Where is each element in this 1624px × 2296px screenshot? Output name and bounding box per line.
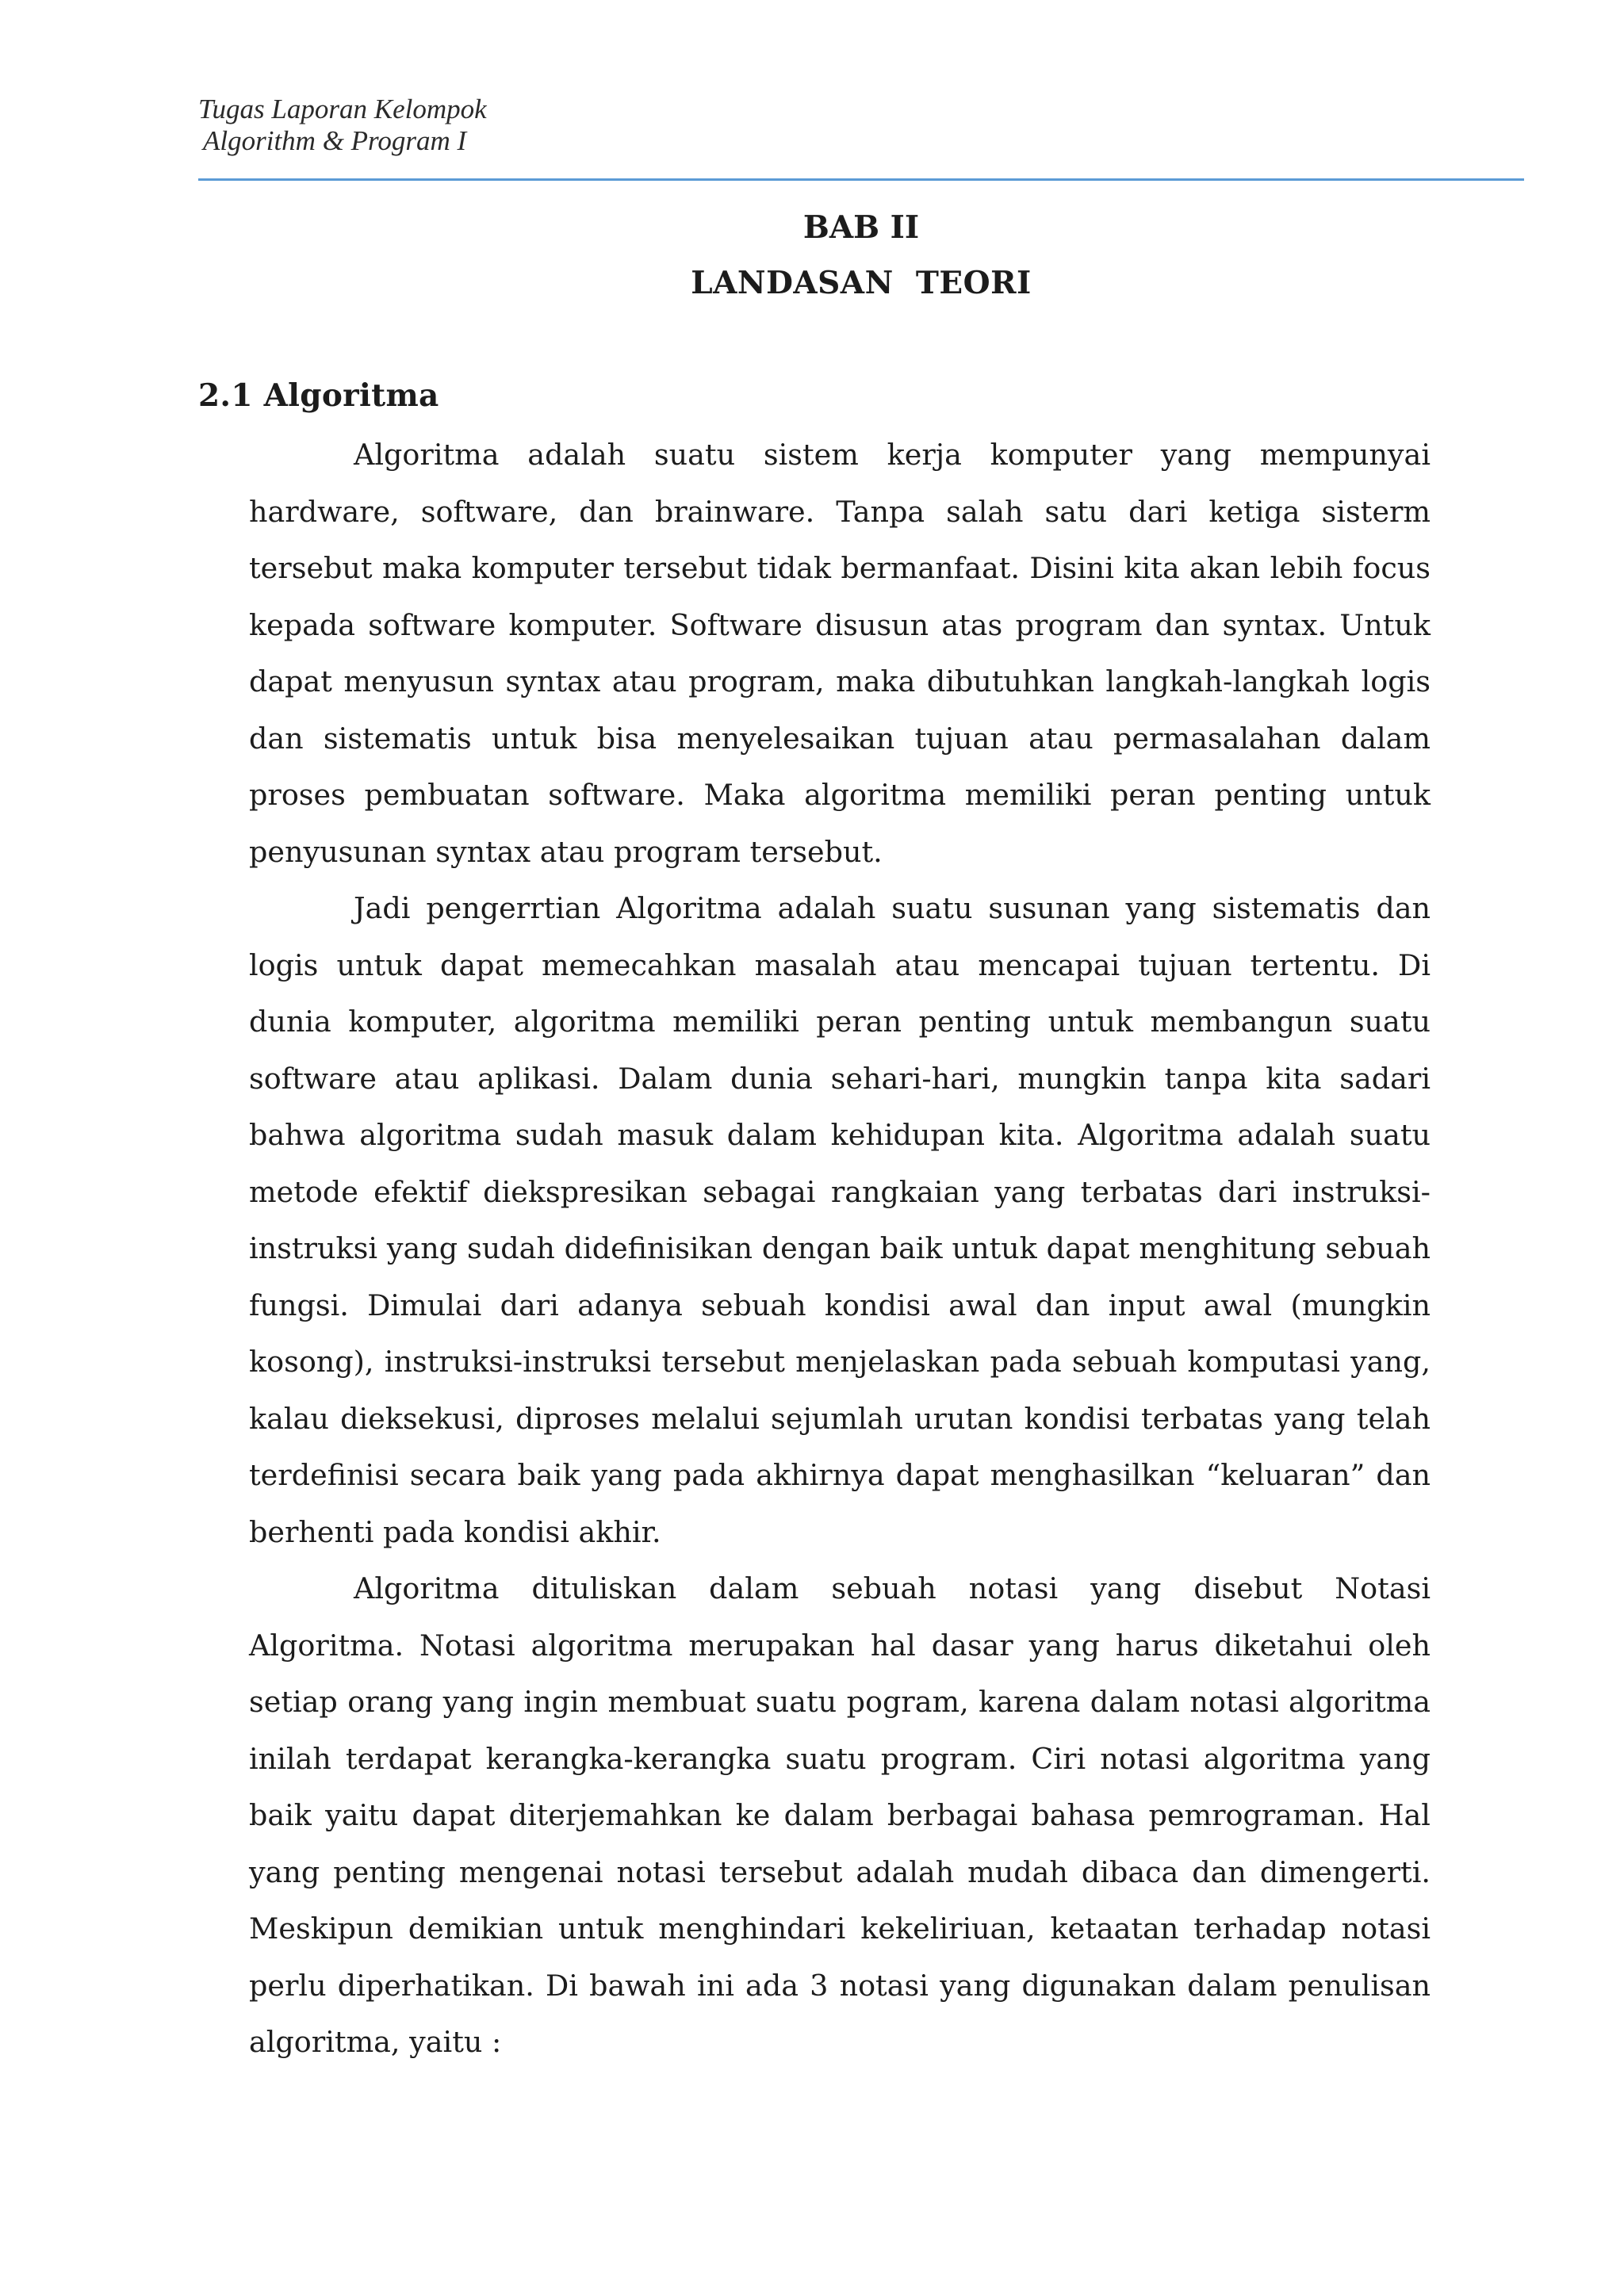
page-header [198, 94, 487, 157]
header-course-line: Tugas Laporan Kelompok [198, 94, 487, 124]
header-divider [198, 178, 1524, 181]
chapter-title: LANDASAN TEORI [691, 265, 1032, 301]
chapter-number: BAB II [802, 209, 920, 246]
paragraph-1: Algoritma adalah suatu sistem kerja komputer yang mempunyai hardware, software, dan brainware. Tanpa salah satu dari ketiga sisterm tersebut maka komputer tersebut tidak bermanfaat. Disini kita akan lebih focus kepada software komputer. Software disusun atas program dan syntax. Untuk dapat menyusun syntax atau program, maka dibutuhkan langkah-langkah logis dan sistematis untuk bisa menyelesaikan tujuan atau permasalahan dalam proses pembuatan software. Maka algoritma memiliki peran penting untuk penyusunan syntax atau program tersebut. [249, 438, 1431, 869]
header-subject-line: Algorithm & Program I [203, 125, 467, 156]
paragraph-2: Jadi pengerrtian Algoritma adalah suatu susunan yang sistematis dan logis untuk dapat memecahkan masalah atau mencapai tujuan tertentu. Di dunia komputer, algoritma memiliki peran penting untuk membangun suatu software atau aplikasi. Dalam dunia sehari-hari, mungkin tanpa kita sadari bahwa algoritma sudah masuk dalam kehidupan kita. Algoritma adalah suatu metode efektif diekspresikan sebagai rangkaian yang terbatas dari instruksi-instruksi yang sudah didefinisikan dengan baik untuk dapat menghitung sebuah fungsi. Dimulai dari adanya sebuah kondisi awal dan input awal (mungkin kosong), instruksi-instruksi tersebut menjelaskan pada sebuah komputasi yang, kalau dieksekusi, diproses melalui sejumlah urutan kondisi terbatas yang telah terdefinisi secara baik yang pada akhirnya dapat menghasilkan “keluaran” dan berhenti pada kondisi akhir. [249, 891, 1431, 1549]
paragraph-3: Algoritma dituliskan dalam sebuah notasi yang disebut Notasi Algoritma. Notasi algoritma merupakan hal dasar yang harus diketahui oleh setiap orang yang ingin membuat suatu pogram, karena dalam notasi algoritma inilah terdapat kerangka-kerangka suatu program. Ciri notasi algoritma yang baik yaitu dapat diterjemahkan ke dalam berbagai bahasa pemrograman. Hal yang penting mengenai notasi tersebut adalah mudah dibaca dan dimengerti. Meskipun demikian untuk menghindari kekeliriuan, ketaatan terhadap notasi perlu diperhatikan. Di bawah ini ada 3 notasi yang digunakan dalam penulisan algoritma, yaitu : [249, 1571, 1431, 2059]
section-heading: 2.1 Algoritma [198, 377, 439, 414]
section-body [249, 427, 1431, 2071]
